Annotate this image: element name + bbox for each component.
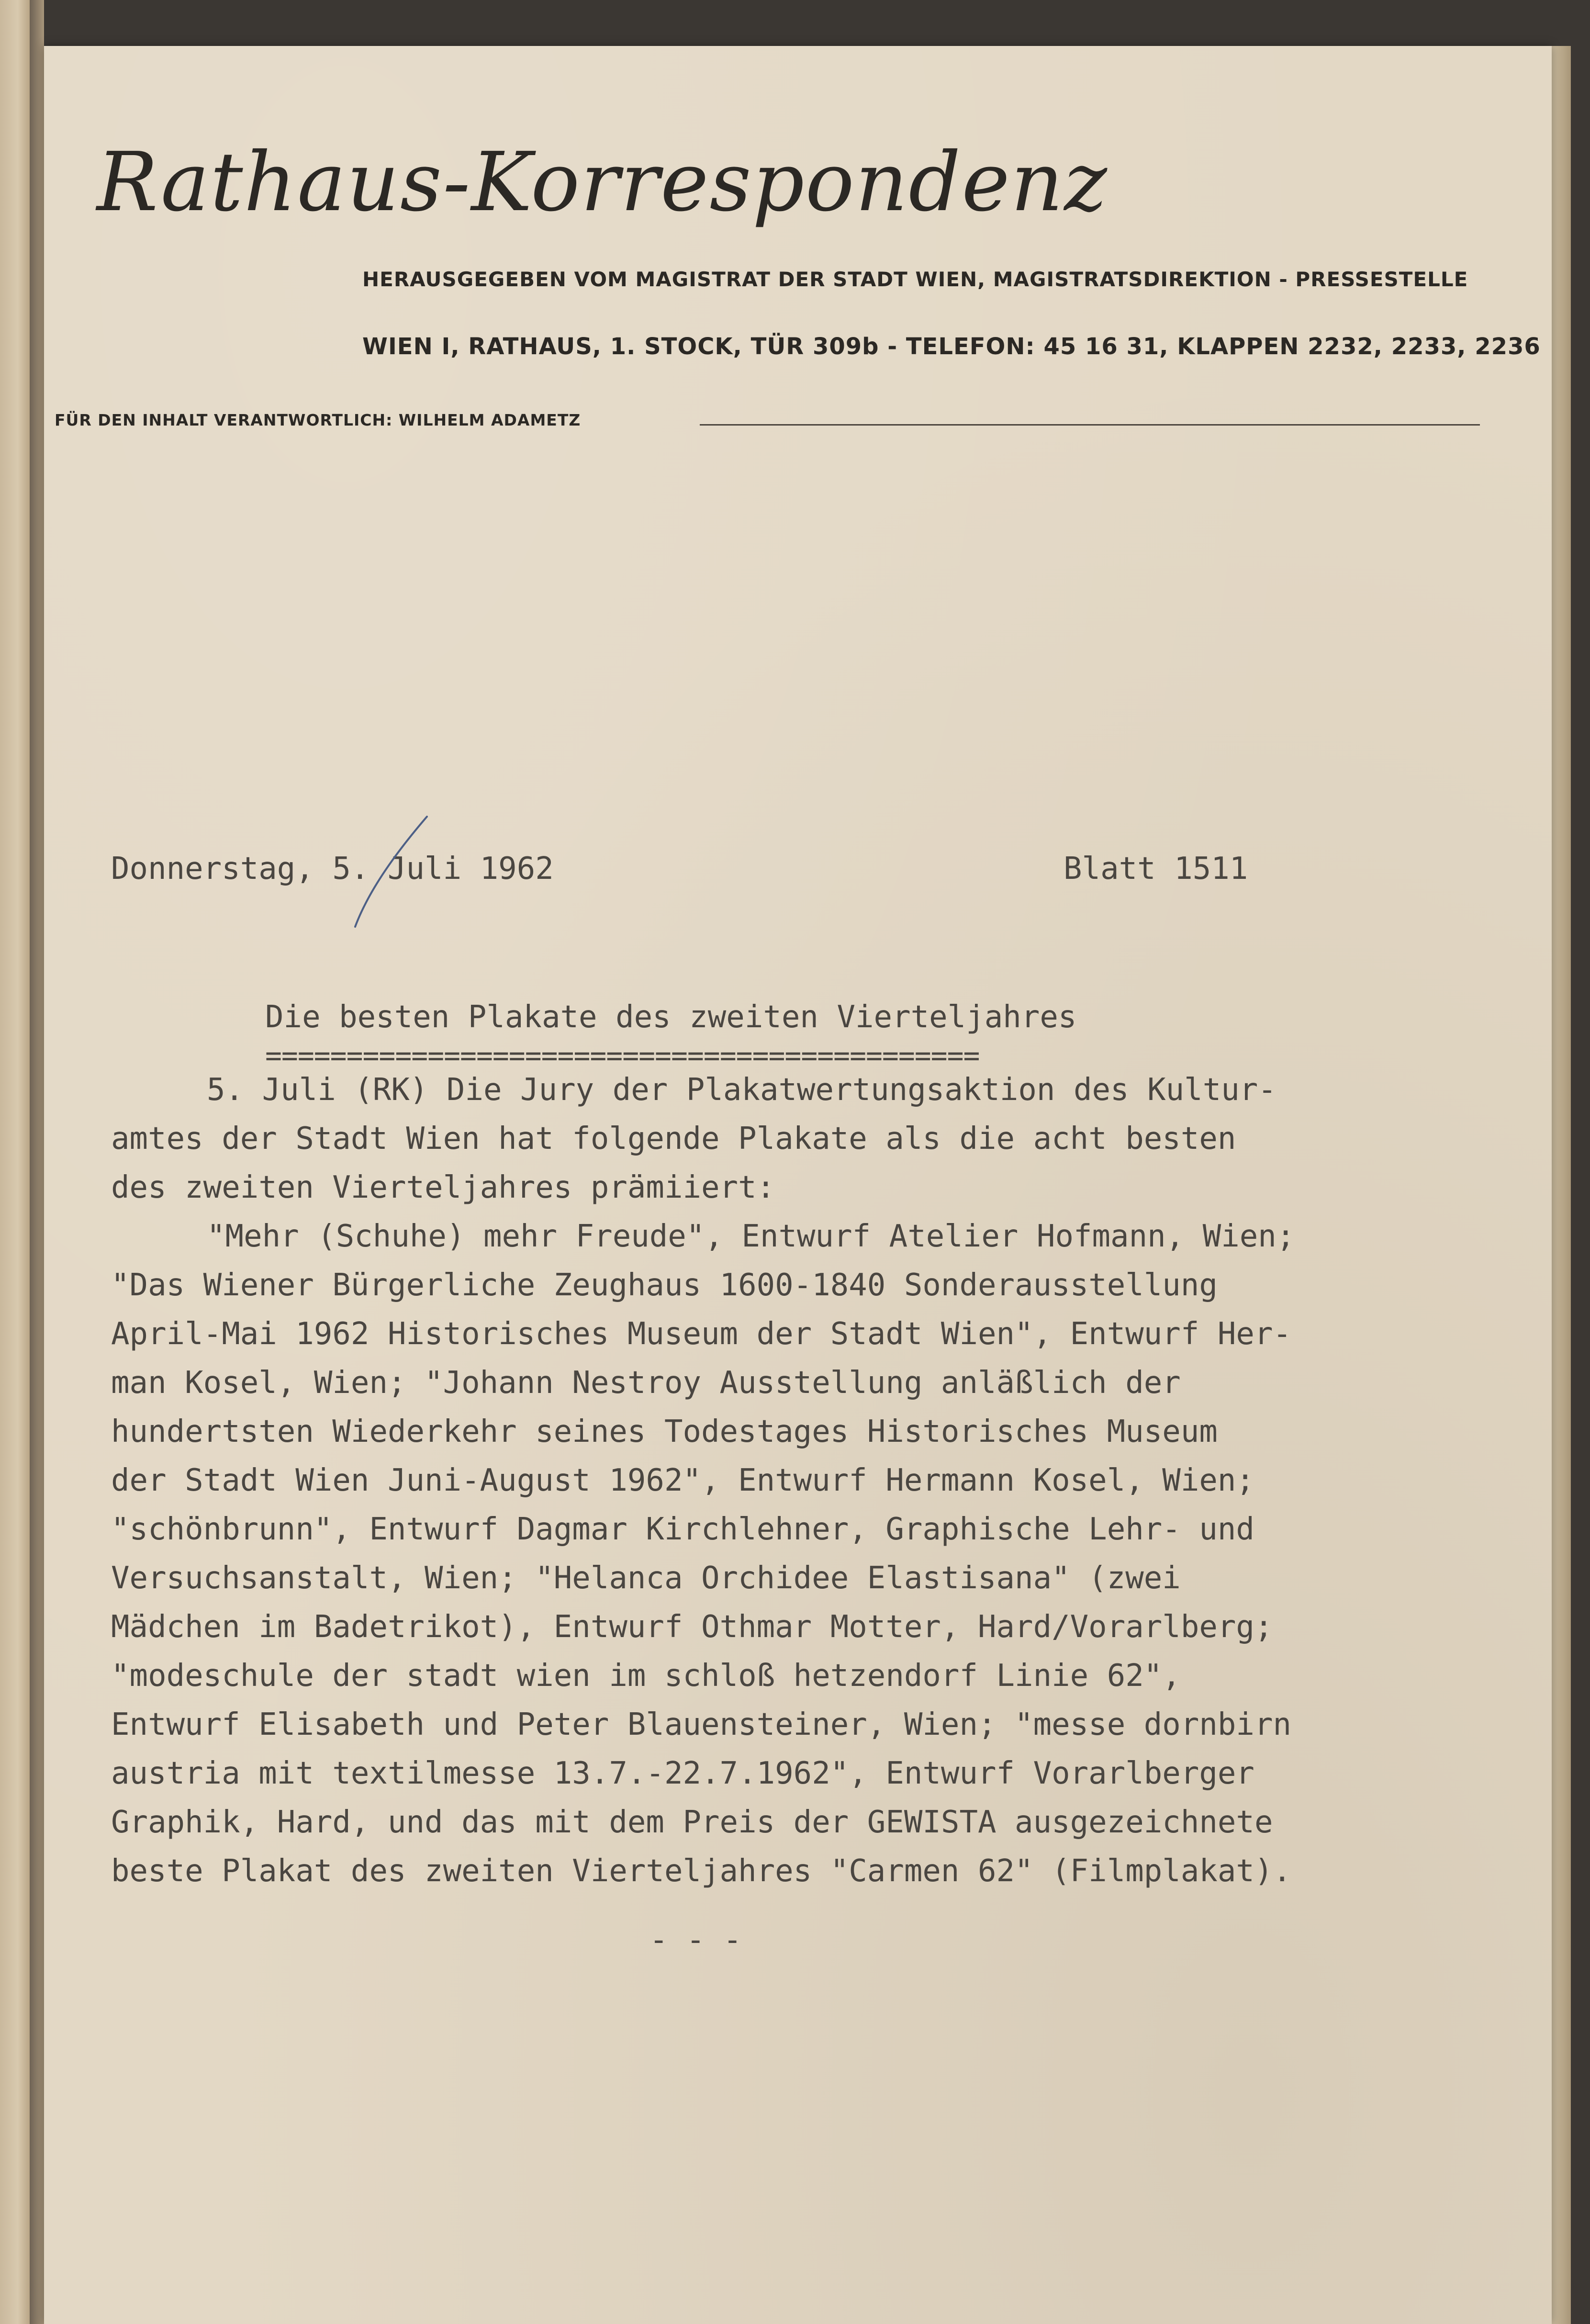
body-line: April-Mai 1962 Historisches Museum der Stadt Wien", Entwurf Her-	[111, 1316, 1291, 1352]
body-line: der Stadt Wien Juni-August 1962", Entwurf Hermann Kosel, Wien;	[111, 1463, 1254, 1498]
body-line: Entwurf Elisabeth und Peter Blauensteiner, Wien; "messe dornbirn	[111, 1707, 1291, 1742]
end-mark: - - -	[649, 1922, 742, 1958]
sheet-number: Blatt 1511	[1064, 851, 1248, 887]
body-line: "schönbrunn", Entwurf Dagmar Kirchlehner, Graphische Lehr- und	[111, 1512, 1254, 1547]
page-stack-edge	[1552, 46, 1571, 2324]
body-line: austria mit textilmesse 13.7.-22.7.1962", Entwurf Vorarlberger	[111, 1756, 1254, 1791]
previous-page-edge	[0, 0, 30, 2324]
date-line: Donnerstag, 5. Juli 1962	[111, 851, 554, 887]
body-line: 5. Juli (RK) Die Jury der Plakatwertungsaktion des Kultur-	[207, 1072, 1276, 1108]
body-line: hundertsten Wiederkehr seines Todestages Historisches Museum	[111, 1414, 1218, 1449]
body-line: man Kosel, Wien; "Johann Nestroy Ausstellung anläßlich der	[111, 1365, 1181, 1401]
address-line: WIEN I, RATHAUS, 1. STOCK, TÜR 309b - TELEFON: 45 16 31, KLAPPEN 2232, 2233, 2236	[362, 333, 1541, 360]
publisher-line: HERAUSGEGEBEN VOM MAGISTRAT DER STADT WIEN, MAGISTRATSDIREKTION - PRESSESTELLE	[362, 268, 1468, 291]
body-line: Mädchen im Badetrikot), Entwurf Othmar Motter, Hard/Vorarlberg;	[111, 1609, 1273, 1645]
body-line: Versuchsanstalt, Wien; "Helanca Orchidee Elastisana" (zwei	[111, 1561, 1181, 1596]
body-line: "Das Wiener Bürgerliche Zeughaus 1600-1840 Sonderausstellung	[111, 1268, 1218, 1303]
body-line: amtes der Stadt Wien hat folgende Plakate als die acht besten	[111, 1121, 1236, 1156]
body-line: "modeschule der stadt wien im schloß hetzendorf Linie 62",	[111, 1658, 1181, 1694]
article-headline: Die besten Plakate des zweiten Vierteljahres	[265, 999, 1077, 1035]
masthead-title: Rathaus-Korrespondenz	[97, 135, 1108, 230]
body-line: beste Plakat des zweiten Vierteljahres "Carmen 62" (Filmplakat).	[111, 1853, 1291, 1889]
body-line: des zweiten Vierteljahres prämiiert:	[111, 1170, 775, 1205]
document-sheet	[44, 46, 1552, 2324]
headline-underline: ============================================	[265, 1039, 980, 1072]
body-line: Graphik, Hard, und das mit dem Preis der GEWISTA ausgezeichnete	[111, 1805, 1273, 1840]
body-line: "Mehr (Schuhe) mehr Freude", Entwurf Atelier Hofmann, Wien;	[207, 1219, 1295, 1254]
binding-shadow	[30, 0, 44, 2324]
responsible-line: FÜR DEN INHALT VERANTWORTLICH: WILHELM ADAMETZ	[55, 411, 581, 429]
